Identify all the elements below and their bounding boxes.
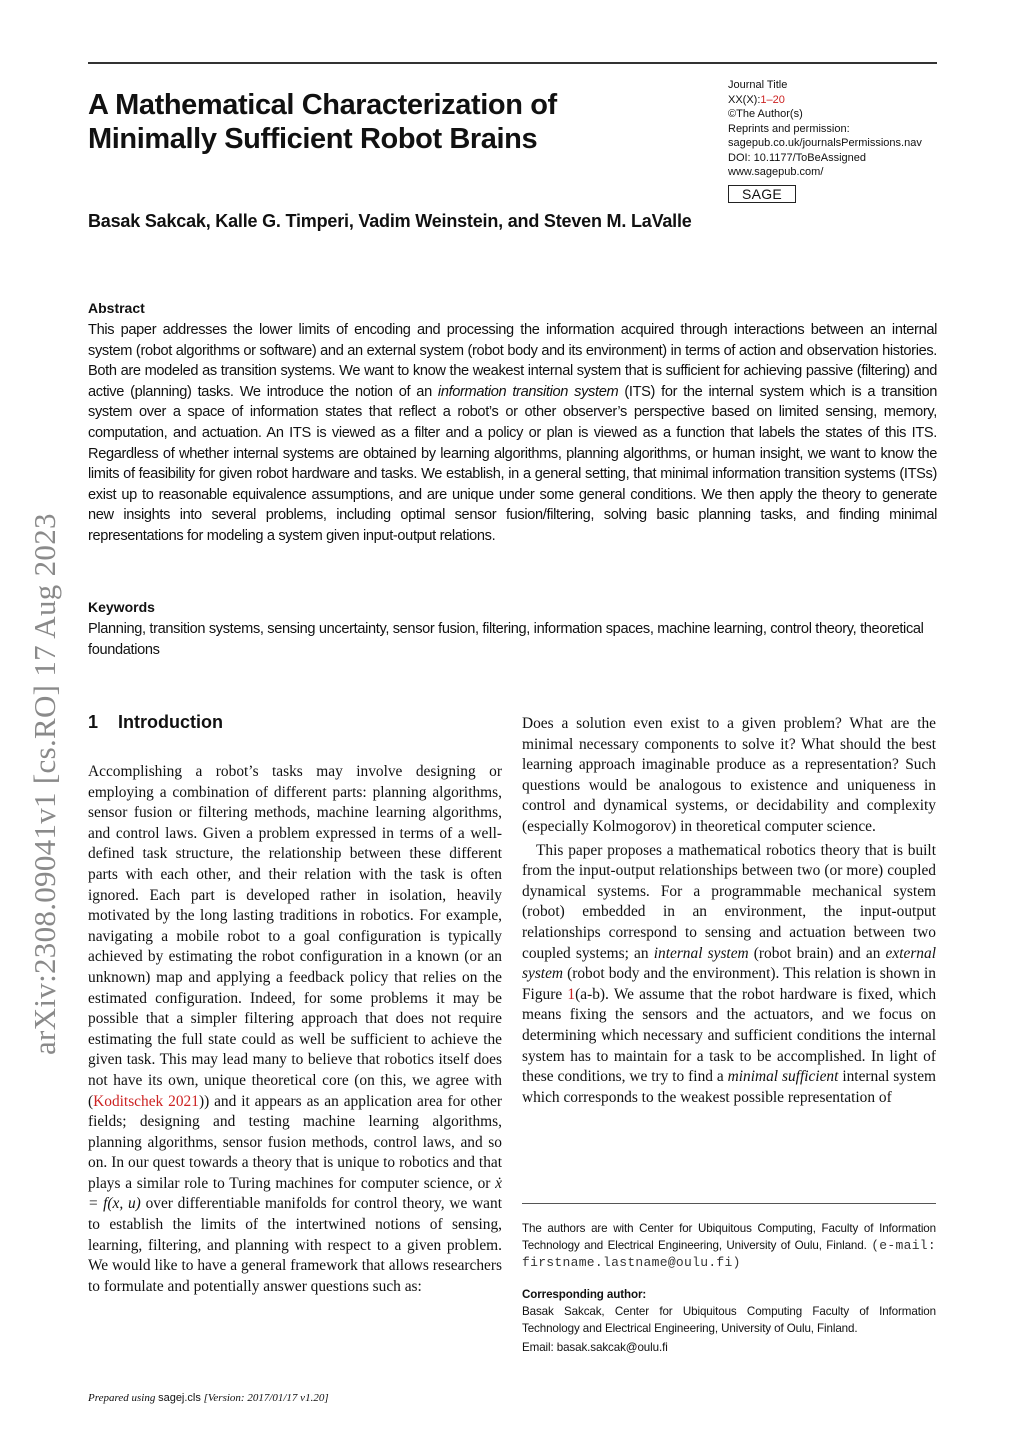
reprints-url: sagepub.co.uk/journalsPermissions.nav	[728, 137, 922, 149]
pages-link[interactable]: 1–20	[760, 93, 785, 106]
sage-logo: SAGE	[728, 185, 796, 203]
abstract-heading: Abstract	[88, 300, 145, 316]
term-minimal-sufficient: minimal sufficient	[727, 1068, 839, 1086]
journal-info-block	[728, 78, 958, 203]
keywords-text: Planning, transition systems, sensing uncertainty, sensor fusion, filtering, information spaces, machine learning, control theory, theoretical foundations	[88, 621, 924, 658]
section-heading-introduction	[88, 711, 223, 733]
copyright: ©The Author(s)	[728, 108, 803, 120]
journal-volume	[728, 93, 958, 108]
footer-cls: sagej.cls	[158, 1392, 201, 1404]
keywords-heading: Keywords	[88, 599, 155, 615]
footer-prefix: Prepared using	[88, 1392, 159, 1404]
affiliation-email: (e-mail: firstname.lastname@oulu.fi)	[522, 1238, 936, 1270]
footer-version: [Version: 2017/01/17 v1.20]	[200, 1392, 329, 1404]
text-run: Accomplishing a robot’s tasks may involve designing or employing a combination of different parts: planning algorithms, sensor fusion or filtering methods, machine learning algorithms, and control laws. Given a problem expressed in terms of a well-defined task structure, the relationship between these different parts with each other, and their relation with the task is often ignored. Each part is developed rather in isolation, heavily motivated by the long lasting traditions in robotics. For example, navigating a mobile robot to a goal configuration is typically achieved by estimating the robot configuration in a known (or an unknown) map and applying a feedback policy that relies on the estimated configuration. Indeed, for some problems it may be possible that a simpler filtering approach that does not require estimating the full state could as well be sufficient to achieve the given task. This may lead many to believe that robotics itself does not have its own, unique theoretical core (on this, we agree with (	[88, 763, 502, 1110]
text-run: over differentiable manifolds for control theory, we want to establish the limits of the intertwined notions of sensing, learning, filtering, and planning with respect to a given problem. We would like to have a general framework that allows researchers to formulate and potentially answer questions such as:	[88, 1195, 502, 1295]
arxiv-watermark: arXiv:2308.09041v1 [cs.RO] 17 Aug 2023	[27, 513, 62, 1055]
section-number: 1	[88, 712, 99, 732]
footnote-affiliation	[522, 1220, 936, 1271]
intro-paragraph-1	[88, 762, 502, 1297]
term-internal-system: internal system	[653, 944, 749, 962]
left-column	[88, 762, 502, 1297]
abstract-part-1: This paper addresses the lower limits of encoding and processing the information acquired through interactions between an internal system (robot algorithms or software) and an external system (robot body and its environment) in terms of action and observation histories. Both are modeled as transition systems. We want to know the weakest internal system that is sufficient for achieving passive (filtering) and active (planning) tasks. We introduce the notion of an	[88, 322, 937, 400]
figure-ref-link[interactable]: 1	[567, 985, 576, 1003]
right-column	[522, 714, 936, 1108]
term-external-system: external system	[522, 944, 936, 983]
text-run: This paper proposes a mathematical robotics theory that is built from the input-output relationships between two (or more) coupled dynamical systems. For a programmable mechanical system (robot) embedded in an environment, the input-output relationships correspond to sensing and actuation between two coupled systems; an	[522, 841, 936, 962]
journal-title: Journal Title	[728, 79, 788, 91]
text-run: (robot body and the environment). This relation is shown in Figure	[522, 965, 936, 1003]
corresponding-author-email: Email: basak.sakcak@oulu.fi	[522, 1341, 668, 1354]
doi: DOI: 10.1177/ToBeAssigned	[728, 151, 866, 164]
intro-paragraph-3	[522, 841, 936, 1109]
website: www.sagepub.com/	[728, 166, 824, 178]
text-run: )) and it appears as an application area for other fields; designing and testing machine learning algorithms, planning algorithms, sensor fusion methods, control laws, and so on. In our quest towards a theory that is unique to robotics and that plays a similar role to Turing machines for computer science, or	[88, 1092, 502, 1192]
footnote-rule	[522, 1203, 936, 1204]
abstract-part-2: (ITS) for the internal system which is a transition system over a space of information states that reflect a robot’s or other observer’s perspective based on limited sensing, memory, computation, and actuation. An ITS is viewed as a filter and a policy or plan is viewed as a function that labels the states of this ITS. Regardless of whether internal systems are obtained by learning algorithms, planning algorithms, or human insight, we want to know the limits of feasibility for given robot hardware and tasks. We establish, in a general setting, that minimal information transition systems (ITSs) exist up to reasonable equivalence assumptions, and are unique under some general conditions. We then apply the theory to generate new insights into several problems, including optimal sensor fusion/filtering, solving basic planning tasks, and finding minimal representations for modeling a system given input-output relations.	[88, 383, 937, 544]
title-line-2: Minimally Sufficient Robot Brains	[88, 123, 538, 155]
citation-koditschek[interactable]: Koditschek 2021	[93, 1092, 199, 1110]
page-footer	[88, 1391, 329, 1405]
author-list: Basak Sakcak, Kalle G. Timperi, Vadim Weinstein, and Steven M. LaValle	[88, 211, 692, 231]
reprints-label: Reprints and permission:	[728, 122, 850, 135]
volume-prefix: XX(X):	[728, 93, 761, 106]
corresponding-author-heading: Corresponding author:	[522, 1288, 647, 1301]
corresponding-author-text: Basak Sakcak, Center for Ubiquitous Computing Faculty of Information Technology and Electrical Engineering, University of Oulu, Finland.	[522, 1305, 936, 1335]
abstract-emphasis: information transition system	[437, 383, 619, 400]
abstract-text	[88, 320, 937, 547]
title-line-1: A Mathematical Characterization of	[88, 89, 557, 121]
text-run: internal system which corresponds to the weakest possible representation of	[522, 1068, 937, 1106]
text-run: (a-b). We assume that the robot hardware is fixed, which means fixing the sensors and the actuators, and we focus on determining which necessary and sufficient conditions the internal system has to maintain for a task to be accomplished. In light of these conditions, we try to find a	[522, 985, 937, 1086]
math-equation: ẋ = f(x, u)	[88, 1174, 502, 1213]
affiliation-text: The authors are with Center for Ubiquitous Computing, Faculty of Information Technology and Electrical Engineering, University of Oulu, Finland.	[522, 1222, 936, 1252]
paper-title	[88, 88, 688, 156]
intro-paragraph-2: Does a solution even exist to a given problem? What are the minimal necessary components to solve it? What should the best learning approach imaginable produce as a representation? Such questions would be analogous to existence and uniqueness in control and dynamical systems, or decidability and complexity (especially Kolmogorov) in theoretical computer science.	[522, 715, 936, 835]
header-rule	[88, 62, 937, 64]
section-title: Introduction	[118, 712, 223, 732]
text-run: (robot brain) and an	[748, 944, 886, 962]
